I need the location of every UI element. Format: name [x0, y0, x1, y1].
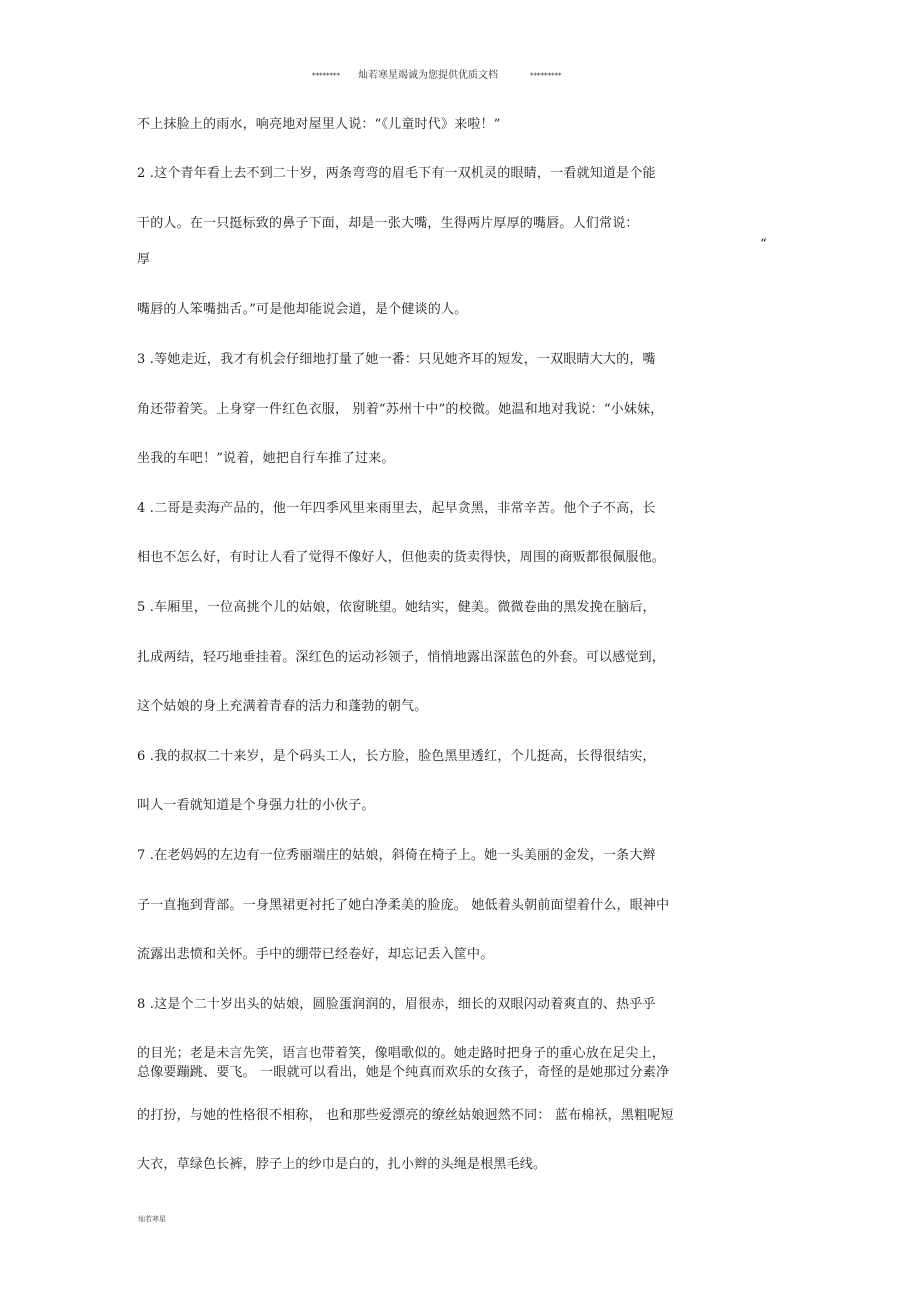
text-line: 的打扮，与她的性格很不相称， 也和那些爱漂亮的缭丝姑娘迥然不同： 蓝布棉袄，黑粗呢短: [137, 1108, 674, 1123]
text-line: 子一直拖到背部。一身黑裙更衬托了她白净柔美的脸庞。 她低着头朝前面望着什么，眼神中: [137, 898, 670, 913]
text-line: 的目光；老是未言先笑，语言也带着笑，像唱歌似的。她走路时把身子的重心放在足尖上，: [137, 1046, 666, 1061]
text-line: 叫人一看就知道是个身强力壮的小伙子。: [137, 798, 375, 813]
header-title: 灿若寒星竭诚为您提供优质文档: [358, 70, 498, 81]
header-dots-right: *********: [530, 72, 562, 80]
text-line: 大衣，草绿色长裤，脖子上的纱巾是白的，扎小辫的头绳是根黑毛线。: [137, 1157, 547, 1172]
text-line: 7 .在老妈妈的左边有一位秀丽端庄的姑娘，斜倚在椅子上。她一头美丽的金发，一条大辫: [137, 848, 656, 863]
text-line: 干的人。在一只挺标致的鼻子下面，却是一张大嘴，生得两片厚厚的嘴唇。人们常说：: [137, 216, 639, 231]
text-line: 不上抹脸上的雨水，响亮地对屋里人说：“《儿童时代》来啦！”: [137, 117, 501, 132]
stray-quote-mark: “: [760, 237, 767, 252]
text-line: 扎成两结，轻巧地垂挂着。深红色的运动衫领子，悄悄地露出深蓝色的外套。可以感觉到，: [137, 650, 666, 665]
text-line: 角还带着笑。上身穿一件红色衣服， 别着“苏州十中”的校微。她温和地对我说：“小妹妹，: [137, 402, 664, 417]
text-line: 5 .车厢里，一位高挑个儿的姑娘，依窗眺望。她结实，健美。微微卷曲的黑发挽在脑后，: [137, 600, 656, 615]
header-dots-left: ********: [312, 72, 340, 80]
page-footer: 灿若寒星: [138, 1215, 166, 1223]
text-line: 2 .这个青年看上去不到二十岁，两条弯弯的眉毛下有一双机灵的眼睛，一看就知道是个能: [137, 166, 656, 181]
text-line: 相也不怎么好，有时让人看了觉得不像好人，但他卖的货卖得快，周围的商贩都很佩服他。: [137, 550, 666, 565]
page-header: [0, 66, 920, 86]
text-line: 坐我的车吧！”说着，她把自行车推了过来。: [137, 451, 395, 466]
text-line: 4 .二哥是卖海产品的，他一年四季风里来雨里去，起早贪黑，非常辛苦。他个子不高，长: [137, 501, 656, 516]
text-line: 厚: [137, 252, 151, 267]
text-line: 3 .等她走近，我才有机会仔细地打量了她一番：只见她齐耳的短发，一双眼睛大大的，嘴: [137, 352, 656, 367]
text-line: 流露出悲愤和关怀。手中的绷带已经卷好，却忘记丢入筐中。: [137, 947, 494, 962]
text-line: 6 .我的叔叔二十来岁，是个码头工人，长方脸，脸色黑里透红，个儿挺高，长得很结实，: [137, 749, 656, 764]
text-line: 8 .这是个二十岁出头的姑娘，圆脸蛋润润的，眉很赤，细长的双眼闪动着爽直的、热乎乎: [137, 997, 656, 1012]
text-line: 嘴唇的人笨嘴拙舌。”可是他却能说会道，是个健谈的人。: [137, 302, 468, 317]
text-line: 总像要蹦跳、要飞。 一眼就可以看出，她是个纯真而欢乐的女孩子，奇怪的是她那过分素净: [137, 1065, 670, 1080]
text-line: 这个姑娘的身上充满着青春的活力和蓬勃的朝气。: [137, 699, 428, 714]
